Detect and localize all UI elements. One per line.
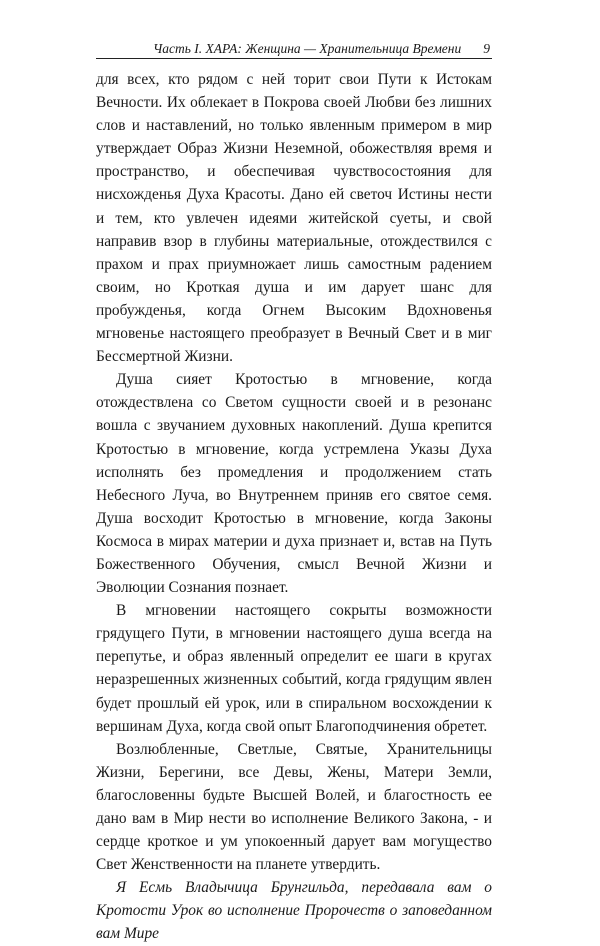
paragraph: Душа сияет Кротостью в мгновение, когда отождествлена со Светом сущности своей и в резонанс вошла с звучанием духовных накоплений. Душа крепится Кротостью в мгновение, когда устремлена Указы Духа исполнять без промедления и продолжением стать Небесного Луча, во Внутреннем приняв его святое семя. Душа восходит Кротостью в мгновение, когда Законы Космоса в мирах материи и духа признает и, встав на Путь Божественного Обучения, смысл Вечной Жизни и Эволюции Сознания познает. bbox=[96, 371, 492, 597]
paragraph-continued: для всех, кто рядом с ней торит свои Пути к Истокам Вечности. Их облекает в Покрова своей Любви без лишних слов и наставлений, но только явленным примером в мир утверждает Образ Жизни Неземной, обожествляя время и пространство, и обеспечивая чувствосостояния для нисхожденья Духа Красоты. Дано ей светоч Истины нести и тем, кто увлечен идеями житейской суеты, и свой направив взор в глубины материальные, отождествился с прахом и прах приумножает лишь самостным радением своим, но Кроткая душа и им дарует шанс для пробужденья, когда Огнем Высоким Вдохновенья мгновенье настоящего преобразует в Вечный Свет и в миг Бессмертной Жизни. bbox=[96, 71, 492, 366]
paragraph: Возлюбленные, Светлые, Святые, Хранительницы Жизни, Берегини, все Девы, Жены, Матери Земли, благословенны будьте Высшей Волей, и благостность ее дано вам в Мир нести во исполнение Великого Закона, - и сердце кроткое и ум упокоенный дарует вам могущество Свет Женственности на планете утвердить. bbox=[96, 740, 492, 874]
header-rule bbox=[96, 58, 492, 59]
closing-signature-paragraph: Я Есмь Владычица Брунгильда, передавала вам о Кротости Урок во исполнение Пророчеств о заповеданном вам Мире bbox=[96, 879, 492, 943]
paragraph: В мгновении настоящего сокрыты возможности грядущего Пути, в мгновении настоящего душа всегда на перепутье, и образ явленный определит ее шаги в кругах неразрешенных жизненных событий, когда грядущим явлен будет прошлый ей урок, или в спиральном восхождении к вершинам Духа, когда свой опыт Благоподчинения обретет. bbox=[96, 602, 492, 735]
running-title: Часть I. ХАРА: Женщина — Хранительница Времени bbox=[153, 41, 462, 56]
page-number: 9 bbox=[483, 41, 490, 56]
body-text bbox=[96, 68, 492, 946]
running-head bbox=[96, 37, 490, 57]
